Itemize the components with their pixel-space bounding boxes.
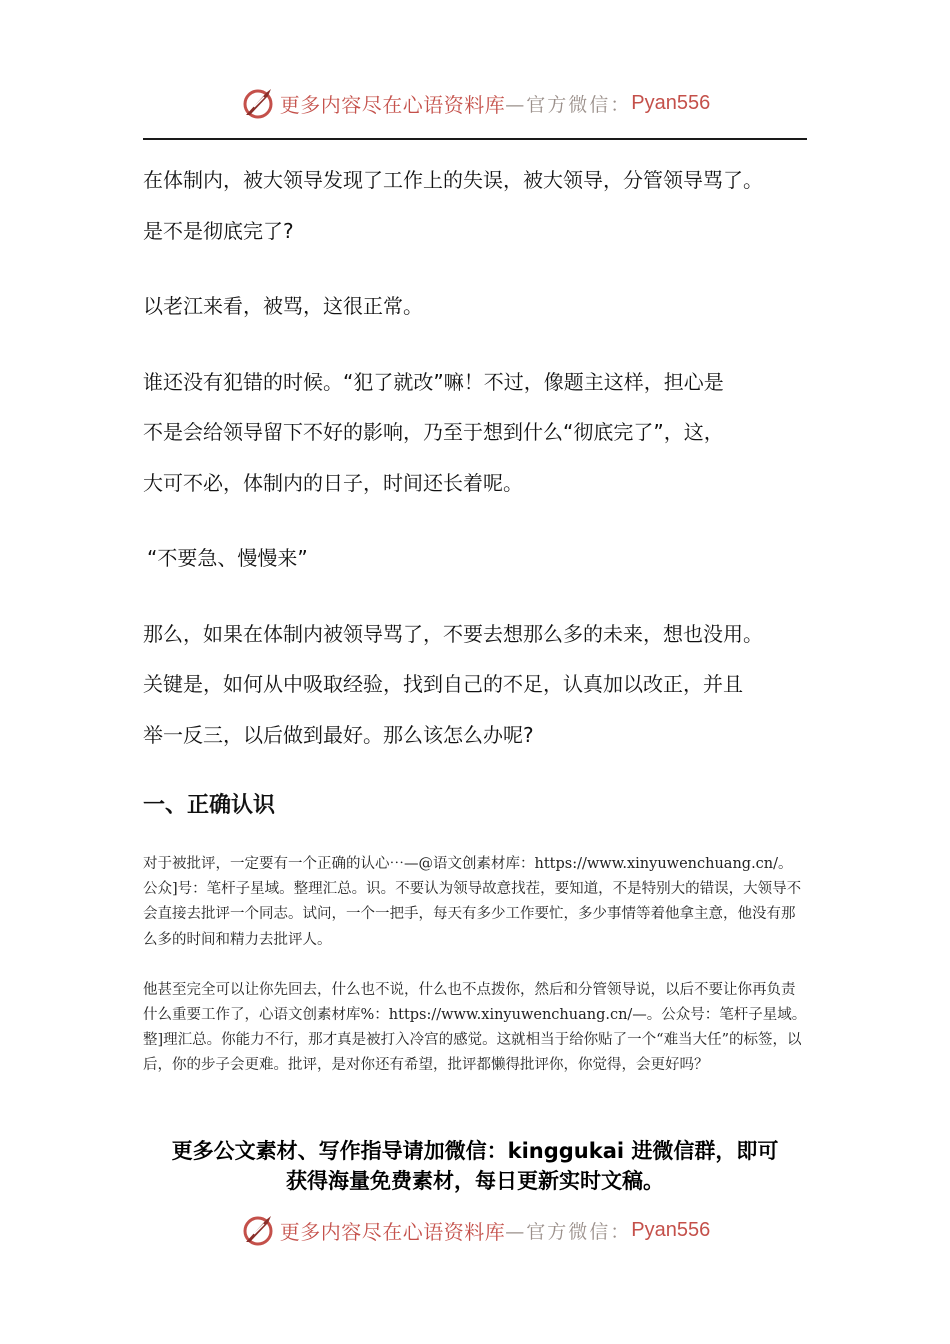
- footer-brand-text: 更多内容尽在心语资料库: [279, 1219, 506, 1244]
- article-body: [143, 155, 813, 1079]
- header-wechat-label: —官方微信：: [505, 93, 632, 116]
- paragraph-line: 举一反三，以后做到最好。那么该怎么办呢?: [143, 722, 534, 747]
- paragraph-line: 那么，如果在体制内被领导骂了，不要去想那么多的未来，想也没用。: [143, 621, 763, 646]
- header-brand-text: 更多内容尽在心语资料库: [279, 92, 506, 117]
- body-paragraph-small: 他甚至完全可以让你先回去，什么也不说，什么也不点拨你，然后和分管领导说，以后不要让你再负责什么重要工作了，心语文创素材库%：https://www.xinyuwenchuang.cn/—。公众号：笔杆子星域。整]理汇总。你能力不行，那才真是被打入冷宫的感觉。这就相当于给你贴了一个“难当大任”的标签，以后，你的步子会更难。批评，是对你还有希望，批评都懒得批评你，你觉得，会更好吗？: [143, 981, 807, 1074]
- header-divider: [143, 138, 807, 140]
- header-banner: [0, 83, 950, 123]
- promo-line: 更多公文素材、写作指导请加微信：kinggukai 进微信群，即可: [171, 1139, 779, 1163]
- paragraph-line: 在体制内，被大领导发现了工作上的失误，被大领导，分管领导骂了。: [143, 168, 763, 192]
- footer-banner: [0, 1210, 950, 1250]
- promo-notice: [130, 1136, 820, 1196]
- quill-logo-icon: [240, 1212, 276, 1248]
- section-heading: 一、正确认识: [143, 793, 276, 818]
- header-wechat-id: Pyan556: [631, 91, 711, 114]
- body-paragraph-small: 对于被批评，一定要有一个正确的认心⋯—@语文创素材库：https://www.xinyuwenchuang.cn/。公众]号：笔杆子星域。整理汇总。识。不要认为领导故意找茬，要知道，不是特别大的错误，大领导不会直接去批评一个同志。试问，一个一把手，每天有多少工作要忙，多少事情等着他拿主意，他没有那么多的时间和精力去批评人。: [143, 856, 802, 948]
- paragraph-line: 以老江来看，被骂，这很正常。: [143, 294, 423, 318]
- paragraph-line: 关键是，如何从中吸取经验，找到自己的不足，认真加以改正，并且: [143, 672, 743, 696]
- paragraph-line: 不是会给领导留下不好的影响，乃至于想到什么“彻底完了”，这，: [143, 420, 724, 444]
- paragraph-line: 谁还没有犯错的时候。“犯了就改”嘛！不过，像题主这样，担心是: [143, 369, 724, 394]
- paragraph-line: 是不是彻底完了?: [143, 218, 294, 243]
- promo-line: 获得海量免费素材，每日更新实时文稿。: [286, 1169, 664, 1193]
- footer-wechat-id: Pyan556: [631, 1218, 711, 1241]
- pull-quote: “不要急、慢慢来”: [147, 546, 308, 570]
- quill-logo-icon: [240, 85, 276, 121]
- paragraph-line: 大可不必，体制内的日子，时间还长着呢。: [143, 470, 523, 495]
- footer-wechat-label: —官方微信：: [505, 1220, 632, 1243]
